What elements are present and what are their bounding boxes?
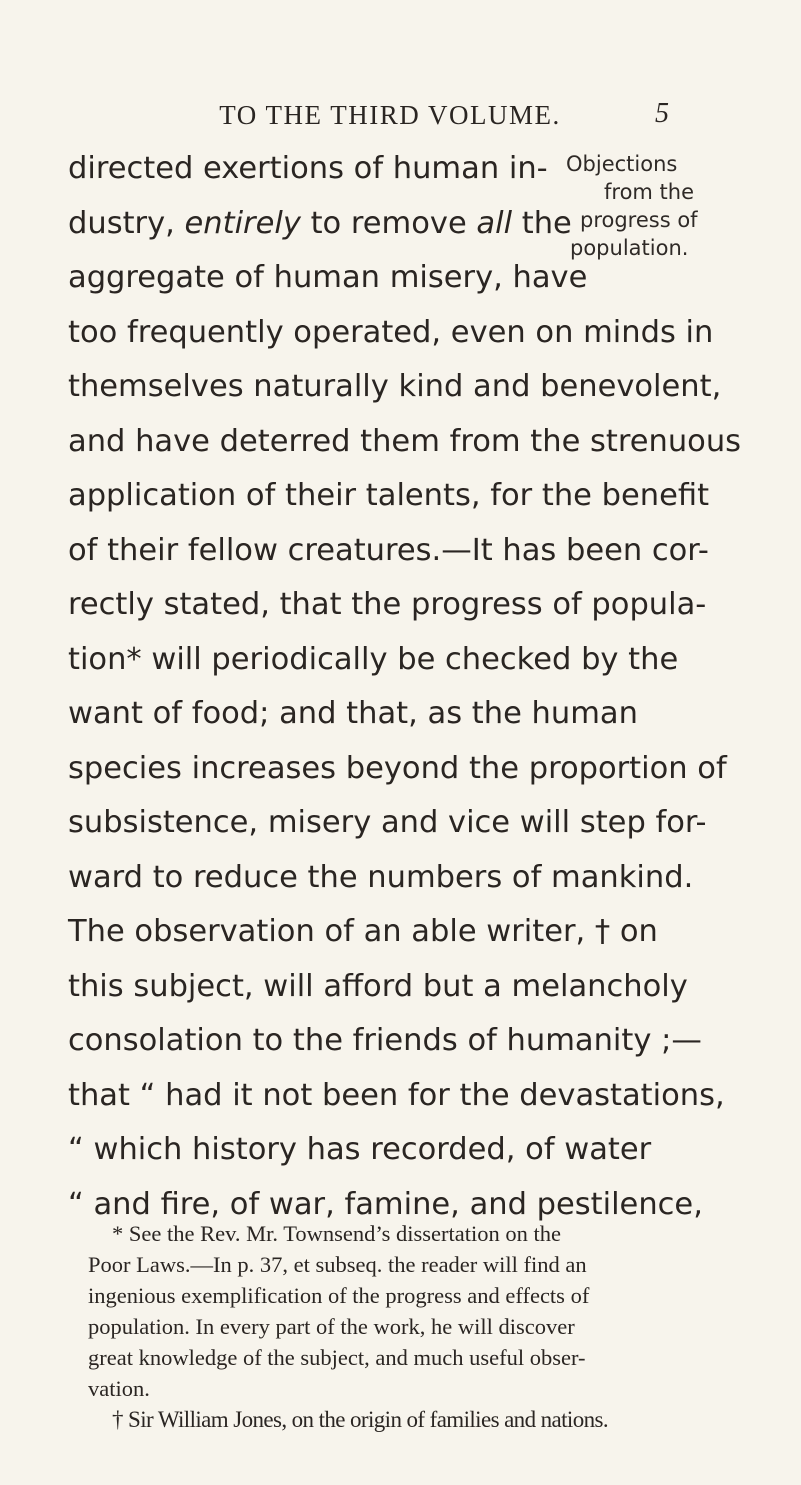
footnote-line: vation.: [88, 1376, 150, 1401]
body-line: [68, 197, 572, 252]
page-number: 5: [655, 98, 669, 129]
running-title: TO THE THIRD VOLUME.: [219, 100, 561, 130]
italic-word: all: [476, 205, 513, 241]
margin-note-line: Objections: [566, 152, 678, 176]
body-line: “ which history has recorded, of water: [68, 1132, 652, 1167]
footnote-line: population. In every part of the work, he will discover: [88, 1314, 575, 1339]
italic-word: entirely: [184, 205, 301, 241]
body-line: application of their talents, for the benefit: [68, 478, 710, 513]
footnote-line: great knowledge of the subject, and much useful obser-: [88, 1345, 586, 1370]
body-text: [68, 142, 742, 1232]
margin-note-line: from the: [604, 180, 695, 204]
body-line: aggregate of human misery, have: [68, 260, 588, 295]
body-line: of their fellow creatures.—It has been cor-: [68, 532, 709, 568]
body-line: “ and fire, of war, famine, and pestilence,: [68, 1186, 703, 1222]
footnote-line: ingenious exemplification of the progress and effects of: [88, 1283, 590, 1308]
body-line: rectly stated, that the progress of popula-: [68, 587, 707, 622]
body-text-run: to remove: [300, 205, 477, 241]
body-text-run: the: [512, 205, 572, 241]
body-line: directed exertions of human in-: [68, 151, 548, 186]
body-line: consolation to the friends of humanity ;—: [68, 1023, 702, 1058]
margin-note-line: population.: [570, 236, 689, 260]
body-line: themselves naturally kind and benevolent,: [68, 369, 722, 404]
body-line: species increases beyond the proportion of: [68, 750, 727, 786]
body-line: want of food; and that, as the human: [68, 696, 638, 731]
body-line: this subject, will afford but a melancholy: [68, 968, 688, 1004]
body-line: too frequently operated, even on minds in: [68, 314, 714, 350]
footnote-line: Poor Laws.—In p. 37, et subseq. the reader will find an: [88, 1252, 587, 1277]
body-line: that “ had it not been for the devastations,: [68, 1077, 725, 1113]
body-line: The observation of an able writer, † on: [68, 914, 658, 949]
footnote-2: † Sir William Jones, on the origin of families and nations.: [112, 1407, 609, 1432]
body-text-run: dustry,: [68, 205, 185, 241]
margin-note-line: progress of: [580, 208, 698, 232]
footnote-line: * See the Rev. Mr. Townsend’s dissertation on the: [112, 1221, 562, 1246]
body-line: subsistence, misery and vice will step for-: [68, 805, 707, 840]
body-line: and have deterred them from the strenuous: [68, 423, 742, 459]
body-line: tion* will periodically be checked by the: [68, 641, 679, 677]
footnotes: [88, 1218, 718, 1435]
body-line: ward to reduce the numbers of mankind.: [68, 859, 694, 895]
